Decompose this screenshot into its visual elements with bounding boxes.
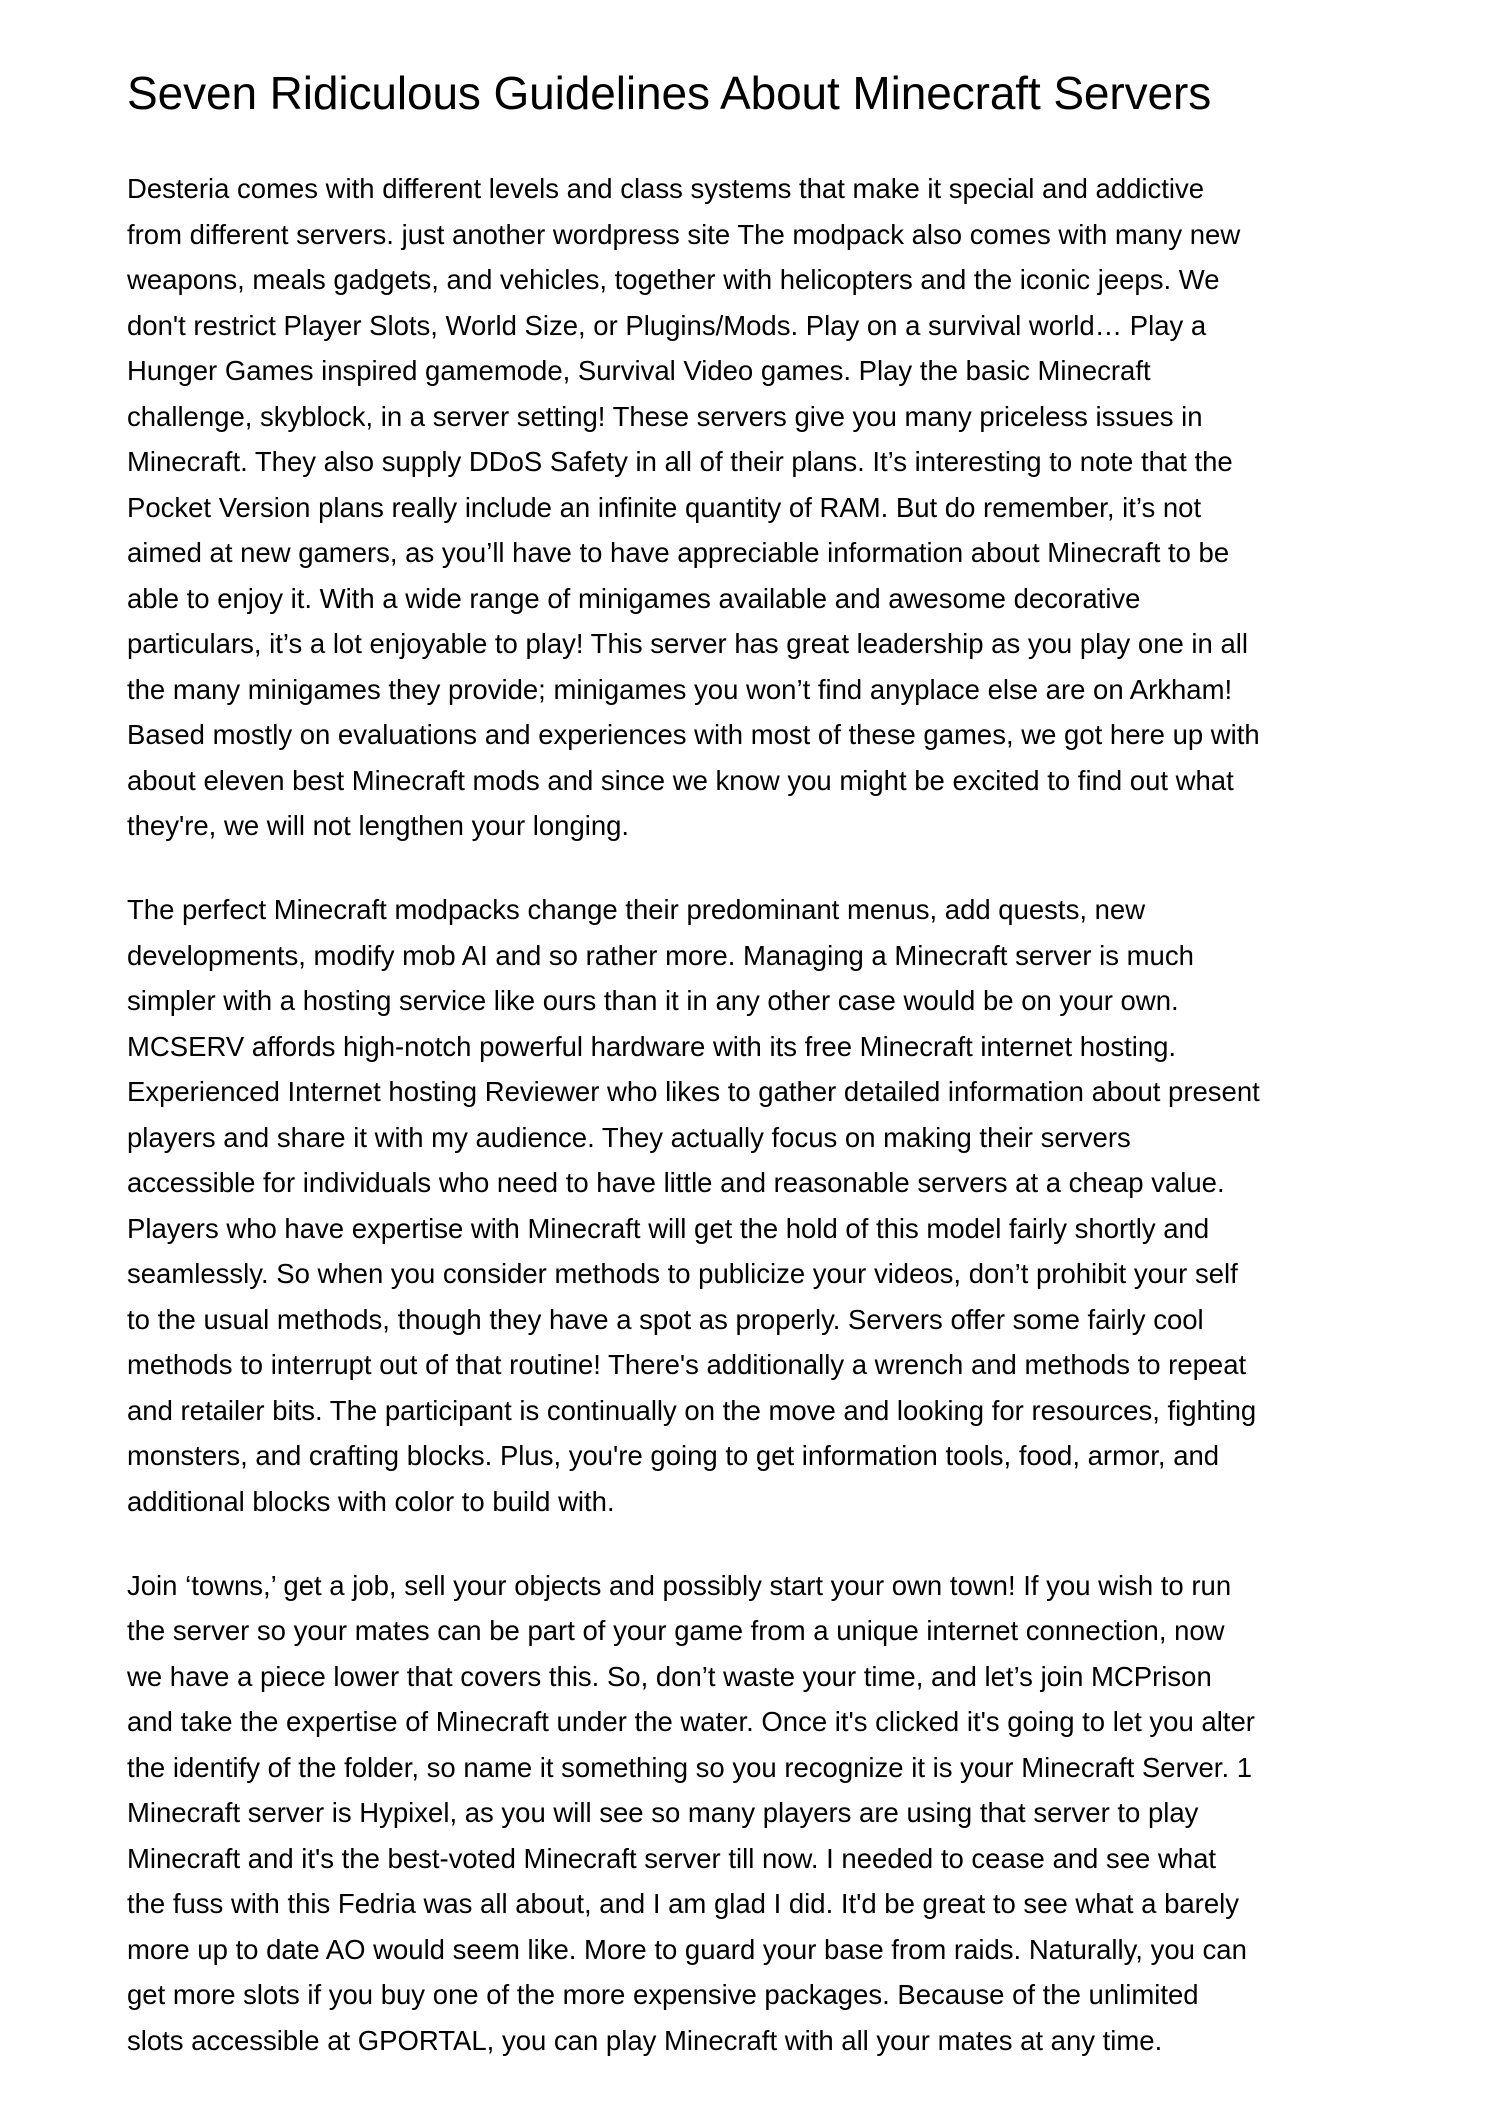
text-line: slots accessible at GPORTAL, you can play Minecraft with all your mates at any time.: [127, 2024, 1163, 2056]
text-line: seamlessly. So when you consider methods to publicize your videos, don’t prohibit your self: [127, 1258, 1238, 1289]
text-line: the server so your mates can be part of your game from a unique internet connection, now: [127, 1615, 1225, 1646]
text-line: aimed at new gamers, as you’ll have to have appreciable information about Minecraft to be: [127, 537, 1230, 568]
text-line: they're, we will not lengthen your longing.: [127, 810, 630, 841]
text-line: Experienced Internet hosting Reviewer who likes to gather detailed information about present: [127, 1076, 1260, 1107]
text-line: Join ‘towns,’ get a job, sell your objects and possibly start your own town! If you wish to run: [127, 1569, 1232, 1601]
text-line: from different servers. just another wordpress site The modpack also comes with many new: [127, 218, 1241, 250]
text-line: developments, modify mob AI and so rather more. Managing a Minecraft server is much: [127, 939, 1194, 971]
paragraph-3: [127, 1563, 1397, 2064]
text-line: The perfect Minecraft modpacks change their predominant menus, add quests, new: [127, 894, 1146, 925]
text-line: Pocket Version plans really include an infinite quantity of RAM. But do remember, it’s not: [127, 491, 1202, 523]
text-line: additional blocks with color to build with.: [127, 1485, 615, 1517]
text-line: players and share it with my audience. They actually focus on making their servers: [127, 1121, 1131, 1153]
text-line: the fuss with this Fedria was all about, and I am glad I did. It'd be great to see what a barely: [127, 1888, 1239, 1919]
text-line: particulars, it’s a lot enjoyable to play! This server has great leadership as you play one in all: [127, 628, 1248, 659]
paragraph-1: [127, 166, 1397, 849]
text-line: Minecraft and it's the best-voted Minecraft server till now. I needed to cease and see what: [127, 1842, 1217, 1874]
text-line: challenge, skyblock, in a server setting! These servers give you many priceless issues in: [127, 400, 1203, 432]
text-line: Hunger Games inspired gamemode, Survival Video games. Play the basic Minecraft: [127, 355, 1151, 386]
text-line: weapons, meals gadgets, and vehicles, together with helicopters and the iconic jeeps. We: [127, 264, 1220, 295]
text-line: Minecraft. They also supply DDoS Safety in all of their plans. It’s interesting to note that the: [127, 446, 1233, 477]
text-line: and retailer bits. The participant is continually on the move and looking for resources, fighting: [127, 1394, 1257, 1426]
text-line: accessible for individuals who need to have little and reasonable servers at a cheap value.: [127, 1167, 1225, 1198]
document-title: Seven Ridiculous Guidelines About Minecraft Servers: [127, 67, 1212, 119]
text-line: we have a piece lower that covers this. So, don’t waste your time, and let’s join MCPrison: [127, 1660, 1212, 1692]
text-line: Based mostly on evaluations and experiences with most of these games, we got here up with: [127, 719, 1260, 750]
document-body: [127, 166, 1397, 2102]
text-line: able to enjoy it. With a wide range of minigames available and awesome decorative: [127, 582, 1141, 614]
paragraph-2: [127, 887, 1397, 1524]
text-line: Minecraft server is Hypixel, as you will see so many players are using that server to play: [127, 1797, 1199, 1828]
text-line: the identify of the folder, so name it something so you recognize it is your Minecraft Server. 1: [127, 1751, 1253, 1783]
text-line: Desteria comes with different levels and class systems that make it special and addictive: [127, 173, 1205, 204]
text-line: to the usual methods, though they have a spot as properly. Servers offer some fairly cool: [127, 1303, 1204, 1335]
text-line: more up to date AO would seem like. More to guard your base from raids. Naturally, you can: [127, 1933, 1247, 1965]
text-line: simpler with a hosting service like ours than it in any other case would be on your own.: [127, 985, 1179, 1016]
text-line: methods to interrupt out of that routine! There's additionally a wrench and methods to repeat: [127, 1349, 1247, 1380]
text-line: and take the expertise of Minecraft under the water. Once it's clicked it's going to let you alter: [127, 1706, 1255, 1737]
text-line: Players who have expertise with Minecraft will get the hold of this model fairly shortly and: [127, 1212, 1210, 1244]
text-line: get more slots if you buy one of the more expensive packages. Because of the unlimited: [127, 1979, 1199, 2010]
text-line: MCSERV affords high-notch powerful hardware with its free Minecraft internet hosting.: [127, 1030, 1177, 1062]
text-line: don't restrict Player Slots, World Size, or Plugins/Mods. Play on a survival world… Play a: [127, 309, 1207, 341]
text-line: the many minigames they provide; minigames you won’t find anyplace else are on Arkham!: [127, 673, 1233, 705]
text-line: about eleven best Minecraft mods and since we know you might be excited to find out what: [127, 764, 1234, 796]
text-line: monsters, and crafting blocks. Plus, you're going to get information tools, food, armor, and: [127, 1440, 1220, 1471]
